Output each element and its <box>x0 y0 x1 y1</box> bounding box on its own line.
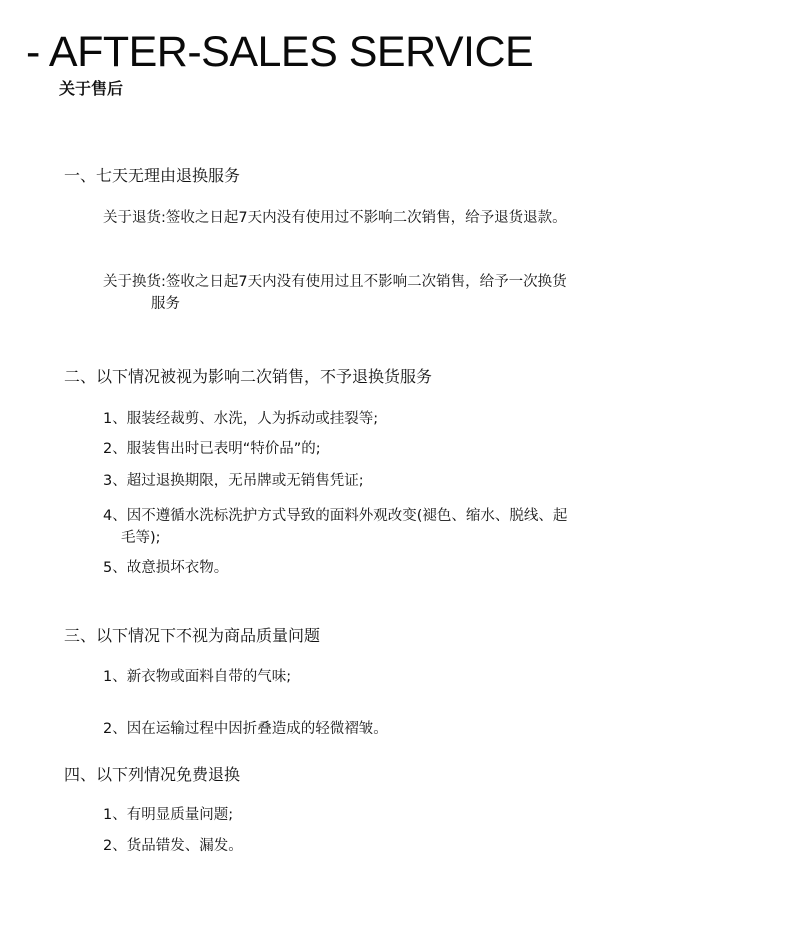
list-item: 1、新衣物或面料自带的气味; <box>103 669 292 685</box>
list-item: 4、因不遵循水洗标洗护方式导致的面料外观改变(褪色、缩水、脱线、起毛等); <box>103 508 568 546</box>
page-title: - AFTER-SALES SERVICE <box>26 28 534 76</box>
list-item: 3、超过退换期限，无吊牌或无销售凭证; <box>103 473 364 489</box>
list-item: 1、有明显质量问题; <box>103 807 234 823</box>
section-heading-2: 二、以下情况被视为影响二次销售，不予退换货服务 <box>64 367 433 386</box>
list-item: 1、服装经裁剪、水洗，人为拆动或挂裂等; <box>103 411 379 427</box>
page-subtitle: 关于售后 <box>59 79 124 98</box>
list-item: 2、货品错发、漏发。 <box>103 838 243 854</box>
section-heading-4: 四、以下列情况免费退换 <box>64 765 241 784</box>
section-heading-3: 三、以下情况下不视为商品质量问题 <box>64 626 321 645</box>
list-item: 2、服装售出时已表明“特价品”的; <box>103 441 321 457</box>
list-item: 5、故意损坏衣物。 <box>103 560 229 576</box>
list-item: 2、因在运输过程中因折叠造成的轻微褶皱。 <box>103 721 388 737</box>
exchange-policy-text: 关于换货:签收之日起7天内没有使用过且不影响二次销售，给予一次换货服务 <box>103 274 567 312</box>
section-heading-1: 一、七天无理由退换服务 <box>64 166 241 185</box>
return-policy-text: 关于退货:签收之日起7天内没有使用过不影响二次销售，给予退货退款。 <box>103 210 567 226</box>
